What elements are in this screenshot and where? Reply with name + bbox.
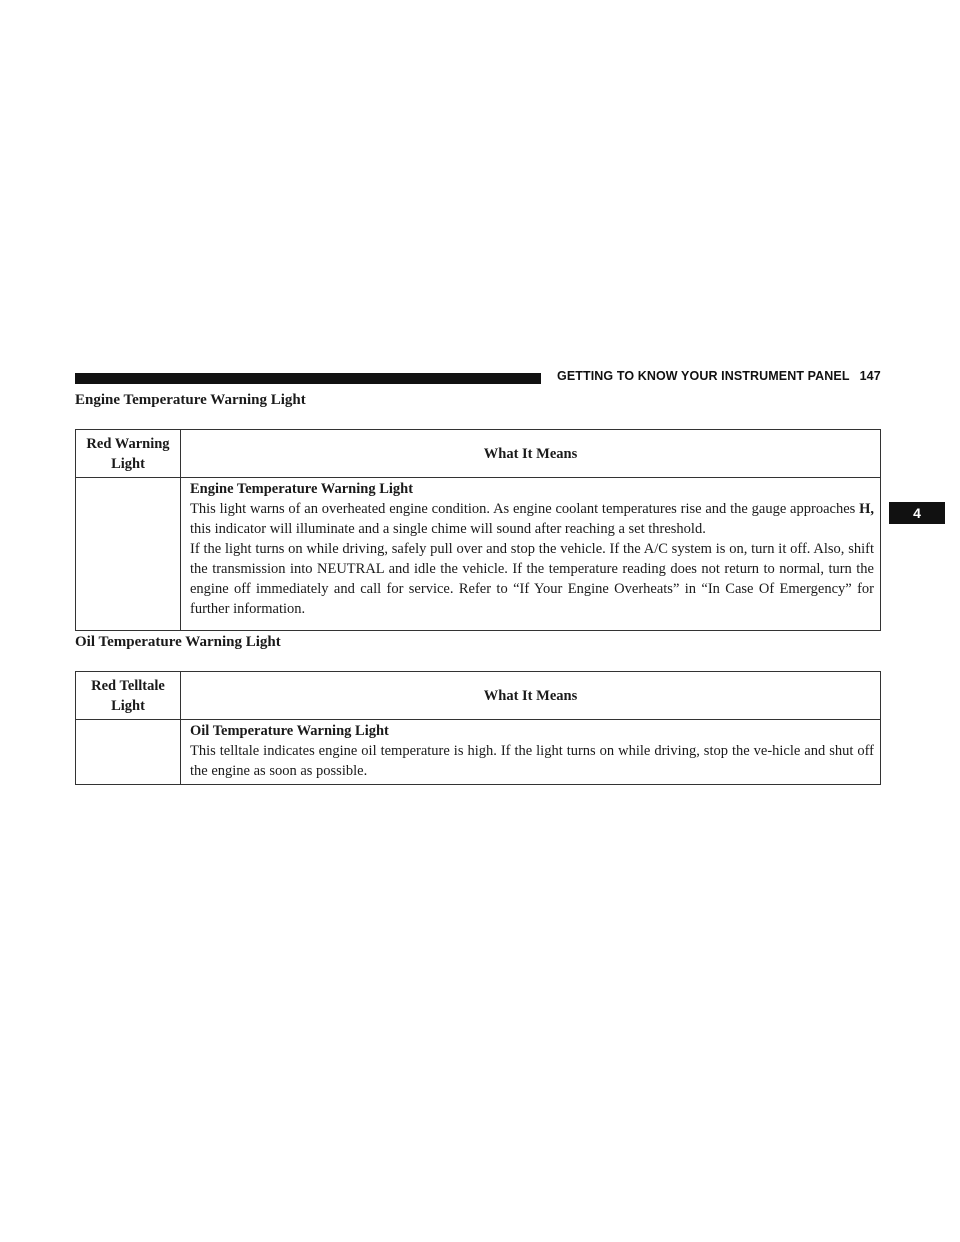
entry-title: Engine Temperature Warning Light (190, 481, 414, 497)
chapter-tab[interactable]: 4 (889, 502, 945, 524)
section-heading-engine-temperature: Engine Temperature Warning Light (75, 392, 306, 408)
col1-header (76, 672, 181, 720)
warning-light-icon-cell (76, 478, 181, 631)
col1-header-line1: Red Telltale (91, 678, 165, 694)
col1-header-line2: Light (111, 456, 145, 472)
oil-temperature-table (75, 671, 881, 785)
col2-header: What It Means (181, 672, 881, 720)
table-row (76, 720, 881, 785)
col1-header (76, 430, 181, 478)
table-header-row (76, 672, 881, 720)
col2-header: What It Means (181, 430, 881, 478)
meaning-cell (181, 478, 881, 631)
page-number: 147 (859, 369, 881, 383)
col1-header-line2: Light (111, 698, 145, 714)
table-row (76, 478, 881, 631)
header-rule (75, 373, 541, 384)
meaning-cell (181, 720, 881, 785)
description-paragraph-2: If the light turns on while driving, safely pull over and stop the vehicle. If the A/C system is on, turn it off. Also, shift the transmission into NEUTRAL and idle the vehicle. If the temperature reading does not return to normal, turn the engine off immediately and call for service. Refer to “If Your Engine Overheats” in “In Case Of Emergency” for further information. (190, 541, 874, 617)
col1-header-line1: Red Warning (86, 436, 170, 452)
description-paragraph-1: This telltale indicates engine oil temperature is high. If the light turns on while driving, stop the ve-hicle and shut off the engine as soon as possible. (190, 743, 874, 779)
gauge-marker-text: H, (859, 501, 874, 517)
engine-temperature-table (75, 429, 881, 631)
telltale-light-icon-cell (76, 720, 181, 785)
header-title: GETTING TO KNOW YOUR INSTRUMENT PANEL (557, 369, 850, 383)
description-paragraph-1: This light warns of an overheated engine condition. As engine coolant temperatures rise and the gauge approaches H, this indicator will illuminate and a single chime will sound after reaching a set threshold. (190, 501, 874, 537)
table-header-row (76, 430, 881, 478)
entry-title: Oil Temperature Warning Light (190, 723, 389, 739)
running-header (557, 369, 881, 383)
section-heading-oil-temperature: Oil Temperature Warning Light (75, 634, 281, 650)
